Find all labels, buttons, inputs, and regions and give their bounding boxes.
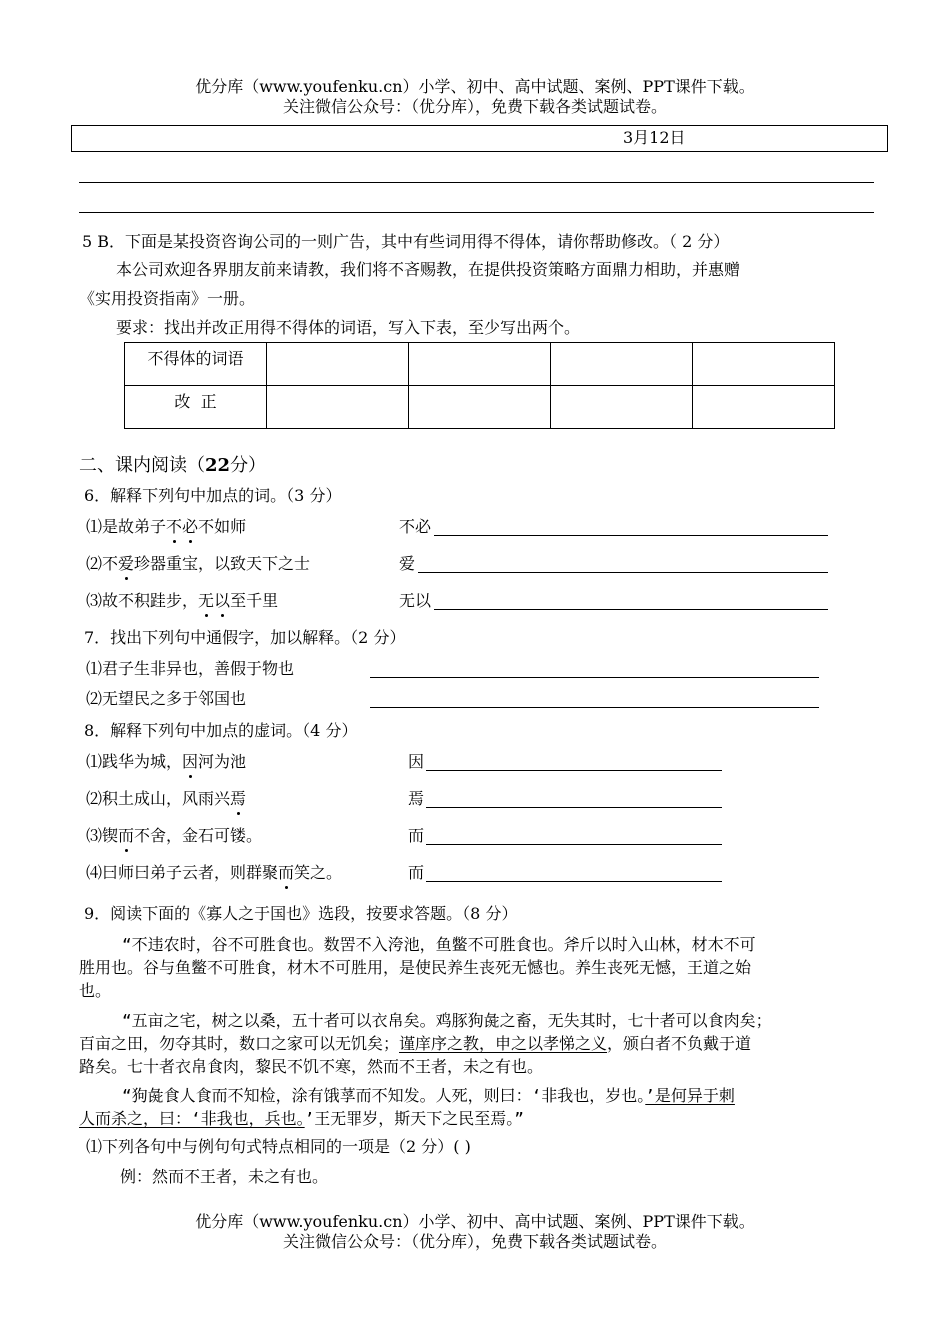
- q9-p2-line-1: “五亩之宅，树之以桑，五十者可以衣帛矣。鸡豚狗彘之畜，无失其时，七十者可以食肉矣；: [122, 1011, 772, 1030]
- q6-item-1: ⑴是故弟子不必不如师: [86, 517, 247, 536]
- q5b-ad-line-1: 本公司欢迎各界朋友前来请教，我们将不吝赐教，在提供投资策略方面鼎力相助，并惠赠: [116, 260, 741, 279]
- q8-item-2: ⑵积土成山，风雨兴焉: [86, 789, 247, 808]
- table-row: [125, 343, 835, 386]
- answer-cell[interactable]: [409, 343, 551, 386]
- q6-label-1: 不必: [399, 517, 432, 536]
- date-text: 3月12日: [623, 128, 686, 147]
- q9-title: 9．阅读下面的《寡人之于国也》选段，按要求答题。（8 分）: [84, 904, 518, 923]
- date-box: [71, 125, 888, 152]
- section-2-title: 二、课内阅读（22分）: [79, 455, 267, 476]
- answer-cell[interactable]: [693, 343, 835, 386]
- q8-label-1: 因: [408, 752, 425, 771]
- q5b-title: 5 B．下面是某投资咨询公司的一则广告，其中有些词用得不得体，请你帮助修改。（ 2 分）: [82, 232, 730, 251]
- q7-item-2: ⑵无望民之多于邻国也: [86, 689, 247, 708]
- answer-line[interactable]: [370, 707, 819, 708]
- q8-label-3: 而: [408, 826, 425, 845]
- q8-item-3: ⑶锲而不舍，金石可镂。: [86, 826, 263, 845]
- q8-label-2: 焉: [408, 789, 425, 808]
- answer-line[interactable]: [426, 807, 722, 808]
- q9-sub-question-1: ⑴下列各句中与例句句式特点相同的一项是（2 分）( ): [86, 1137, 471, 1156]
- table-label-words: 不得体的词语: [125, 343, 267, 386]
- answer-line[interactable]: [426, 844, 722, 845]
- q6-label-2: 爱: [399, 554, 416, 573]
- answer-line[interactable]: [370, 677, 819, 678]
- table-label-correction: 改 正: [125, 386, 267, 429]
- q5b-requirement: 要求：找出并改正用得不得体的词语，写入下表，至少写出两个。: [116, 318, 581, 337]
- q6-label-3: 无以: [399, 591, 432, 610]
- answer-cell[interactable]: [409, 386, 551, 429]
- q8-title: 8．解释下列句中加点的虚词。（4 分）: [84, 721, 358, 740]
- answer-line[interactable]: [434, 609, 828, 610]
- q8-item-1: ⑴践华为城，因河为池: [86, 752, 247, 771]
- answer-line[interactable]: [426, 881, 722, 882]
- answer-line[interactable]: [426, 770, 722, 771]
- table-row: [125, 386, 835, 429]
- q6-title: 6．解释下列句中加点的词。（3 分）: [84, 486, 342, 505]
- q8-item-4: ⑷曰师曰弟子云者，则群聚而笑之。: [86, 863, 343, 882]
- q9-p3-line-1: “狗彘食人食而不知检，涂有饿莩而不知发。人死，则曰：‘非我也，岁也。’是何异于刺: [122, 1086, 735, 1105]
- answer-line[interactable]: [418, 572, 828, 573]
- q9-p2-line-2: 百亩之田，勿夺其时，数口之家可以无饥矣；谨庠序之教，申之以孝悌之义，颁白者不负戴于道: [79, 1034, 752, 1053]
- q6-item-3: ⑶故不积跬步，无以至千里: [86, 591, 279, 610]
- answer-cell[interactable]: [551, 386, 693, 429]
- q9-p2-line-3: 路矣。七十者衣帛食肉，黎民不饥不寒，然而不王者，未之有也。: [79, 1057, 544, 1076]
- answer-cell[interactable]: [267, 343, 409, 386]
- q7-item-1: ⑴君子生非异也，善假于物也: [86, 659, 295, 678]
- q9-p1-line-2: 胜用也。谷与鱼鳖不可胜食，材木不可胜用，是使民养生丧死无憾也。养生丧死无憾，王道之始: [79, 958, 752, 977]
- answer-line[interactable]: [434, 535, 828, 536]
- q5b-ad-line-2: 《实用投资指南》一册。: [79, 289, 256, 308]
- q7-title: 7．找出下列句中通假字，加以解释。（2 分）: [84, 628, 406, 647]
- answer-line: [79, 212, 874, 213]
- answer-cell[interactable]: [551, 343, 693, 386]
- q9-p1-line-3: 也。: [79, 981, 112, 1000]
- q6-item-2: ⑵不爱珍器重宝，以致天下之士: [86, 554, 311, 573]
- answer-cell[interactable]: [267, 386, 409, 429]
- answer-line: [79, 182, 874, 183]
- q9-p1-line-1: “不违农时，谷不可胜食也。数罟不入洿池，鱼鳖不可胜食也。斧斤以时入山林，材木不可: [122, 935, 756, 954]
- footer-line-2: 关注微信公众号：（优分库），免费下载各类试题试卷。: [282, 1232, 667, 1251]
- header-line-2: 关注微信公众号：（优分库），免费下载各类试题试卷。: [282, 97, 667, 116]
- q9-example: 例：然而不王者，未之有也。: [120, 1167, 329, 1186]
- q9-p3-line-2: 人而杀之，曰：‘非我也，兵也。’王无罪岁，斯天下之民至焉。”: [79, 1109, 524, 1128]
- q5b-answer-table: [124, 342, 835, 429]
- q8-label-4: 而: [408, 863, 425, 882]
- header-line-1: 优分库（www.youfenku.cn）小学、初中、高中试题、案例、PPT课件下载。: [195, 77, 755, 96]
- answer-cell[interactable]: [693, 386, 835, 429]
- footer-line-1: 优分库（www.youfenku.cn）小学、初中、高中试题、案例、PPT课件下载。: [195, 1212, 755, 1231]
